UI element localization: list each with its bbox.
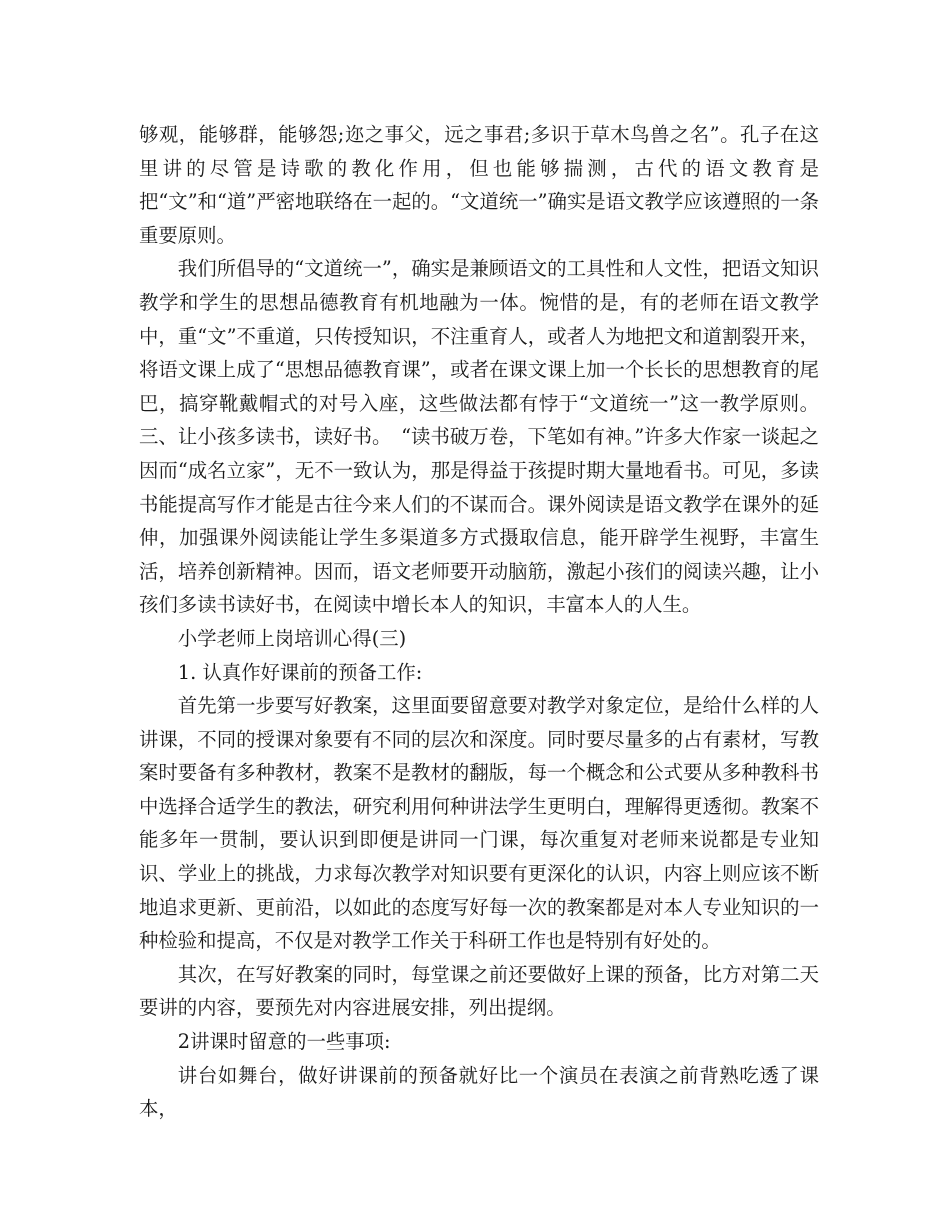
paragraph-podium-stage: 讲台如舞台，做好讲课前的预备就好比一个演员在表演之前背熟吃透了课本， bbox=[139, 1063, 819, 1121]
document-page bbox=[139, 118, 819, 1126]
paragraph-lesson-plan: 首先第一步要写好教案，这里面要留意要对教学对象定位，是给什么样的人讲课，不同的授课对象要有不同的层次和深度。同时要尽量多的占有素材，写教案时要备有多种教材，教案不是教材的翻版，每一个概念和公式要从多种教科书中选择合适学生的教法，研究利用何种讲法学生更明白，理解得更透彻。教案不能多年一贯制，要认识到即便是讲同一门课，每次重复对老师来说都是专业知识、学业上的挑战，力求每次教学对知识要有更深化的认识，内容上则应该不断地追求更新、更前沿，以如此的态度写好每一次的教案都是对本人专业知识的一种检验和提高，不仅是对教学工作关于科研工作也是特别有好处的。 bbox=[139, 694, 819, 953]
section-heading-training-notes-3: 小学老师上岗培训心得(三) bbox=[177, 626, 407, 650]
subheading-lesson-preparation: 1. 认真作好课前的预备工作: bbox=[177, 660, 423, 684]
subheading-lecture-notes: 2讲课时留意的一些事项: bbox=[177, 1030, 391, 1054]
paragraph-next-day-preparation: 其次，在写好教案的同时，每堂课之前还要做好上课的预备，比方对第二天要讲的内容，要预先对内容进展安排，列出提纲。 bbox=[139, 962, 819, 1020]
paragraph-wen-dao-unity: 我们所倡导的“文道统一”，确实是兼顾语文的工具性和人文性，把语文知识教学和学生的思想品德教育有机地融为一体。惋惜的是，有的老师在语文教学中，重“文”不重道，只传授知识，不注重育人，或者人为地把文和道割裂开来，将语文课上成了“思想品德教育课”，或者在课文课上加一个长长的思想教育的尾巴，搞穿靴戴帽式的对号入座，这些做法都有悖于“文道统一”这一教学原则。三、让小孩多读书，读好书。 “读书破万卷，下笔如有神。”许多大作家一谈起之因而“成名立家”，无不一致认为，那是得益于孩提时期大量地看书。可见，多读书能提高写作才能是古往今来人们的不谋而合。课外阅读是语文教学在课外的延伸，加强课外阅读能让学生多渠道多方式摄取信息，能开辟学生视野，丰富生活，培养创新精神。因而，语文老师要开动脑筋，激起小孩们的阅读兴趣，让小孩们多读书读好书，在阅读中增长本人的知识，丰富本人的人生。 bbox=[139, 257, 819, 617]
paragraph-confucius-quote: 够观，能够群，能够怨;迩之事父，远之事君;多识于草木鸟兽之名”。孔子在这里讲的尽管是诗歌的教化作用，但也能够揣测，古代的语文教育是把“文”和“道”严密地联络在一起的。“文道统一”确实是语文教学应该遵照的一条重要原则。 bbox=[139, 123, 819, 247]
